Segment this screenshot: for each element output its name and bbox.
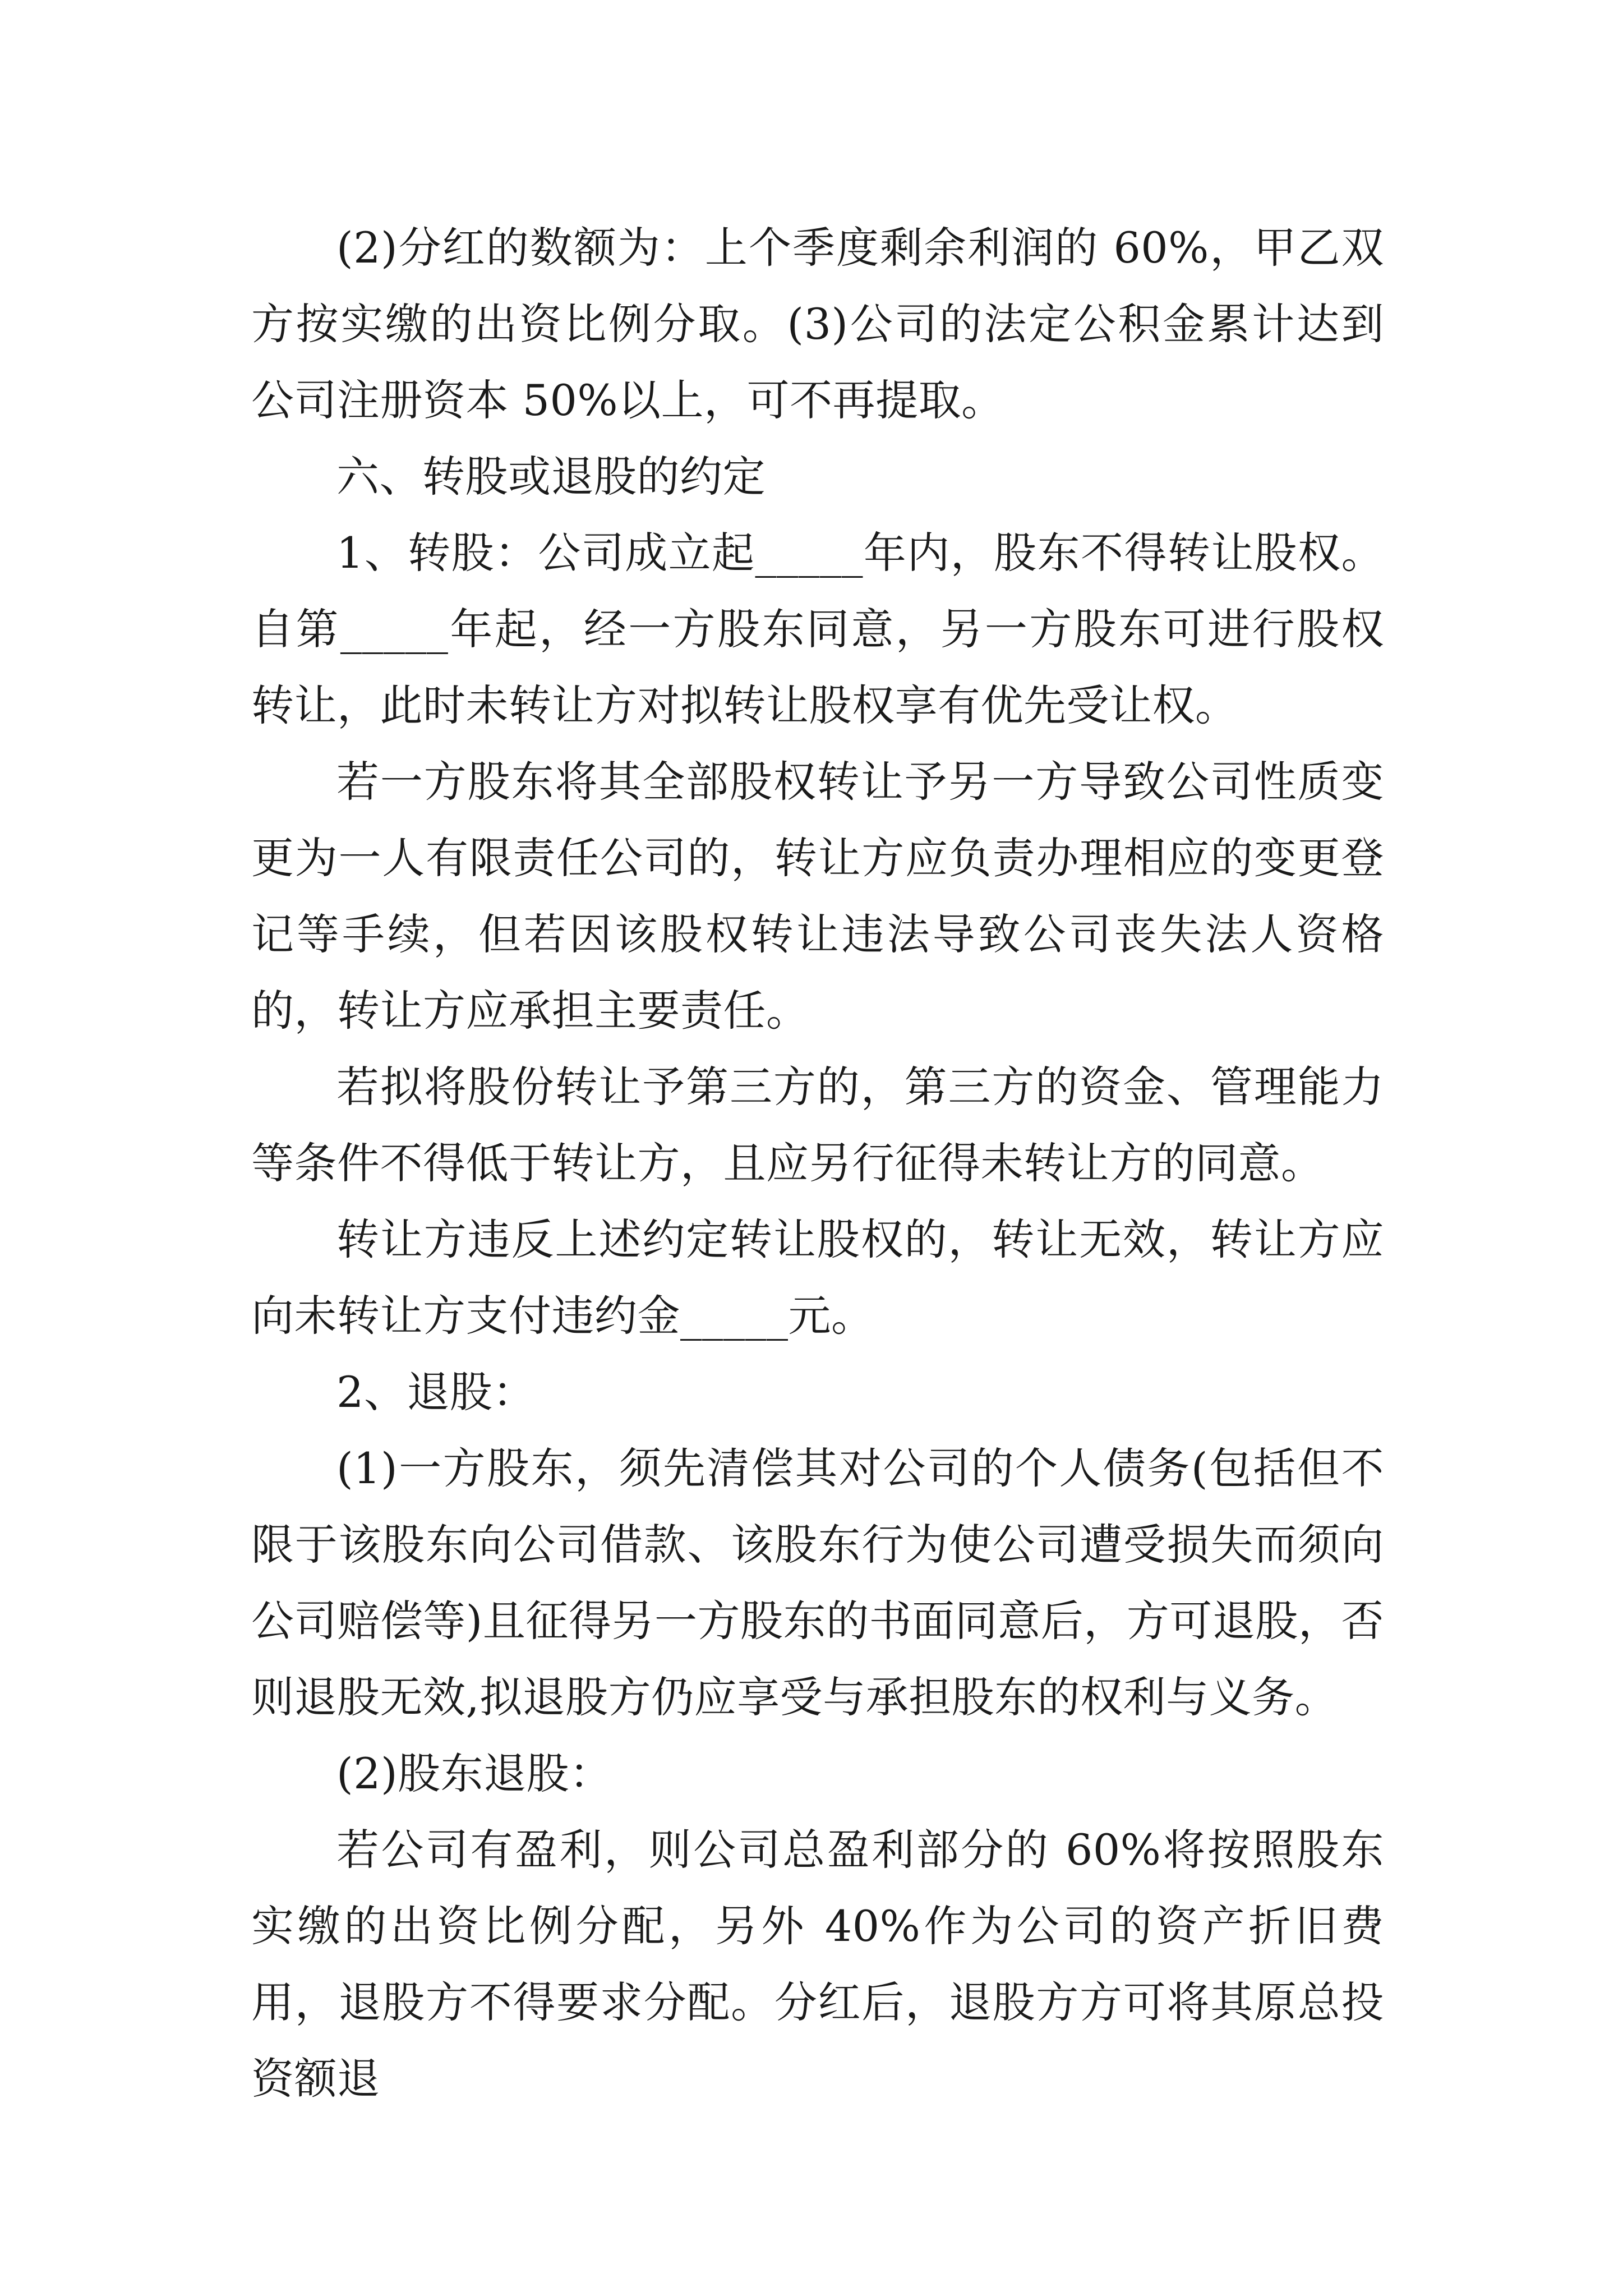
paragraph-share-transfer: 1、转股：公司成立起_____年内，股东不得转让股权。自第_____年起，经一方股东同意，另一方股东可进行股权转让，此时未转让方对拟转让股权享有优先受让权。 [251, 528, 1384, 730]
paragraph-breach-penalty: 转让方违反上述约定转让股权的，转让无效，转让方应向未转让方支付违约金_____元。 [251, 1214, 1384, 1341]
document-body [251, 210, 1384, 2117]
paragraph-dividend-amount: (2)分红的数额为：上个季度剩余利润的 60%，甲乙双方按实缴的出资比例分取。(3)公司的法定公积金累计达到公司注册资本 50%以上，可不再提取。 [251, 223, 1384, 425]
paragraph-withdrawal-conditions: (1)一方股东，须先清偿其对公司的个人债务(包括但不限于该股东向公司借款、该股东行为使公司遭受损失而须向公司赔偿等)且征得另一方股东的书面同意后，方可退股，否则退股无效,拟退股方仍应享受与承担股东的权利与义务。 [251, 1443, 1384, 1722]
paragraph-profit-distribution: 若公司有盈利，则公司总盈利部分的 60%将按照股东实缴的出资比例分配，另外 40%作为公司的资产折旧费用，退股方不得要求分配。分红后，退股方方可将其原总投资额退 [251, 1825, 1384, 2104]
section-heading-transfer-withdrawal: 六、转股或退股的约定 [336, 452, 766, 501]
paragraph-third-party-transfer: 若拟将股份转让予第三方的，第三方的资金、管理能力等条件不得低于转让方，且应另行征得未转让方的同意。 [251, 1062, 1384, 1188]
subheading-shareholder-withdrawal: (2)股东退股： [336, 1749, 612, 1798]
paragraph-full-transfer: 若一方股东将其全部股权转让予另一方导致公司性质变更为一人有限责任公司的，转让方应负责办理相应的变更登记等手续，但若因该股权转让违法导致公司丧失法人资格的，转让方应承担主要责任。 [251, 757, 1384, 1036]
subheading-withdrawal: 2、退股： [336, 1367, 536, 1417]
